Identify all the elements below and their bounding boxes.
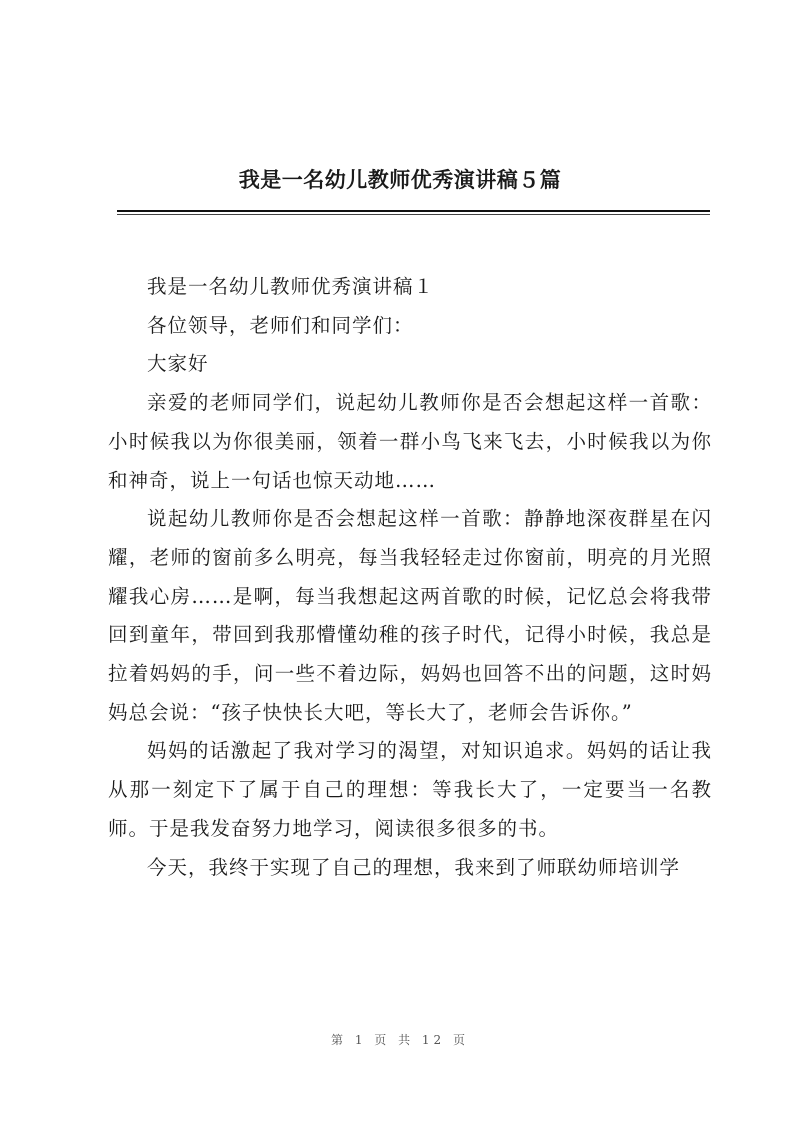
body-paragraph: 亲爱的老师同学们，说起幼儿教师你是否会想起这样一首歌：小时候我以为你很美丽，领着一群小鸟飞来飞去，小时候我以为你和神奇，说上一句话也惊天动地…… [108,391,712,492]
page-title: 我是一名幼儿教师优秀演讲稿５篇 [238,167,562,192]
body-paragraph: 妈妈的话激起了我对学习的渴望，对知识追求。妈妈的话让我从那一刻定下了属于自己的理想：等我长大了，一定要当一名教师。于是我发奋努力地学习，阅读很多很多的书。 [108,739,712,840]
body-paragraph: 说起幼儿教师你是否会想起这样一首歌：静静地深夜群星在闪耀，老师的窗前多么明亮，每当我轻轻走过你窗前，明亮的月光照耀我心房……是啊，每当我想起这两首歌的时候，记忆总会将我带回到童年，带回到我那懵懂幼稚的孩子时代，记得小时候，我总是拉着妈妈的手，问一些不着边际，妈妈也回答不出的问题，这时妈妈总会说：“孩子快快长大吧，等长大了，老师会告诉你。” [108,507,712,724]
title-underline-thick [117,210,710,212]
page-number: 第 1 页 共 12 页 [331,1033,469,1047]
title-underline-thin [117,214,710,215]
document-body [108,268,712,887]
body-paragraph: 今天，我终于实现了自己的理想，我来到了师联幼师培训学 [147,855,681,879]
section-heading: 我是一名幼儿教师优秀演讲稿１ [147,275,435,298]
greeting: 大家好 [147,352,209,376]
salutation: 各位领导，老师们和同学们： [147,313,414,337]
